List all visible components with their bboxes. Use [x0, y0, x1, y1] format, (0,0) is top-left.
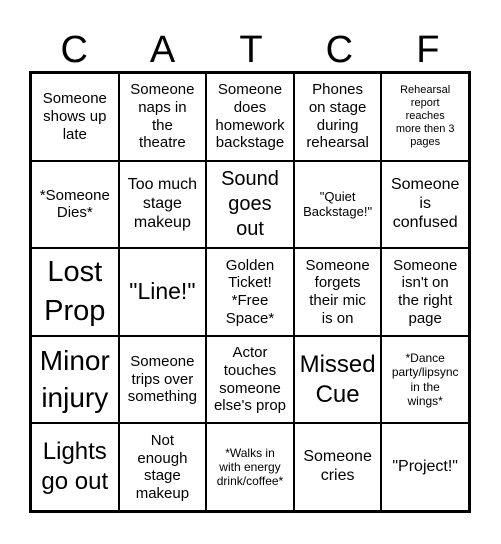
bingo-cell-r3c2[interactable]: "Line!" [119, 248, 207, 336]
header-letter-2: A [149, 29, 176, 71]
bingo-cell-r2c5[interactable]: Someone is confused [381, 161, 469, 249]
header-letter-3: T [239, 29, 263, 71]
bingo-cell-r5c2[interactable]: Not enough stage makeup [119, 423, 207, 511]
bingo-cell-r5c5[interactable]: "Project!" [381, 423, 469, 511]
bingo-cell-r1c5[interactable]: Rehearsal report reaches more then 3 pages [381, 73, 469, 161]
bingo-cell-r1c2[interactable]: Someone naps in the theatre [119, 73, 207, 161]
bingo-cell-r3c4[interactable]: Someone forgets their mic is on [294, 248, 382, 336]
bingo-cell-r4c1[interactable]: Minor injury [31, 336, 119, 424]
bingo-cell-r4c5[interactable]: *Dance party/lipsync in the wings* [381, 336, 469, 424]
bingo-cell-r2c3[interactable]: Sound goes out [206, 161, 294, 249]
bingo-cell-r2c4[interactable]: "Quiet Backstage!" [294, 161, 382, 249]
bingo-board [29, 71, 471, 513]
bingo-cell-r2c1[interactable]: *Someone Dies* [31, 161, 119, 249]
header-letter-5: F [416, 29, 440, 71]
header-letter-4: C [325, 29, 354, 71]
bingo-cell-r1c1[interactable]: Someone shows up late [31, 73, 119, 161]
bingo-cell-r3c1[interactable]: Lost Prop [31, 248, 119, 336]
bingo-cell-r5c3[interactable]: *Walks in with energy drink/coffee* [206, 423, 294, 511]
bingo-cell-r4c3[interactable]: Actor touches someone else's prop [206, 336, 294, 424]
bingo-cell-r5c1[interactable]: Lights go out [31, 423, 119, 511]
bingo-cell-r1c3[interactable]: Someone does homework backstage [206, 73, 294, 161]
bingo-cell-r4c4[interactable]: Missed Cue [294, 336, 382, 424]
bingo-cell-r4c2[interactable]: Someone trips over something [119, 336, 207, 424]
bingo-cell-r3c5[interactable]: Someone isn't on the right page [381, 248, 469, 336]
header-letter-1: C [60, 29, 88, 71]
bingo-cell-r2c2[interactable]: Too much stage makeup [119, 161, 207, 249]
bingo-cell-r5c4[interactable]: Someone cries [294, 423, 382, 511]
bingo-cell-r3c3[interactable]: Golden Ticket! *Free Space* [206, 248, 294, 336]
bingo-cell-r1c4[interactable]: Phones on stage during rehearsal [294, 73, 382, 161]
bingo-header [30, 30, 472, 70]
